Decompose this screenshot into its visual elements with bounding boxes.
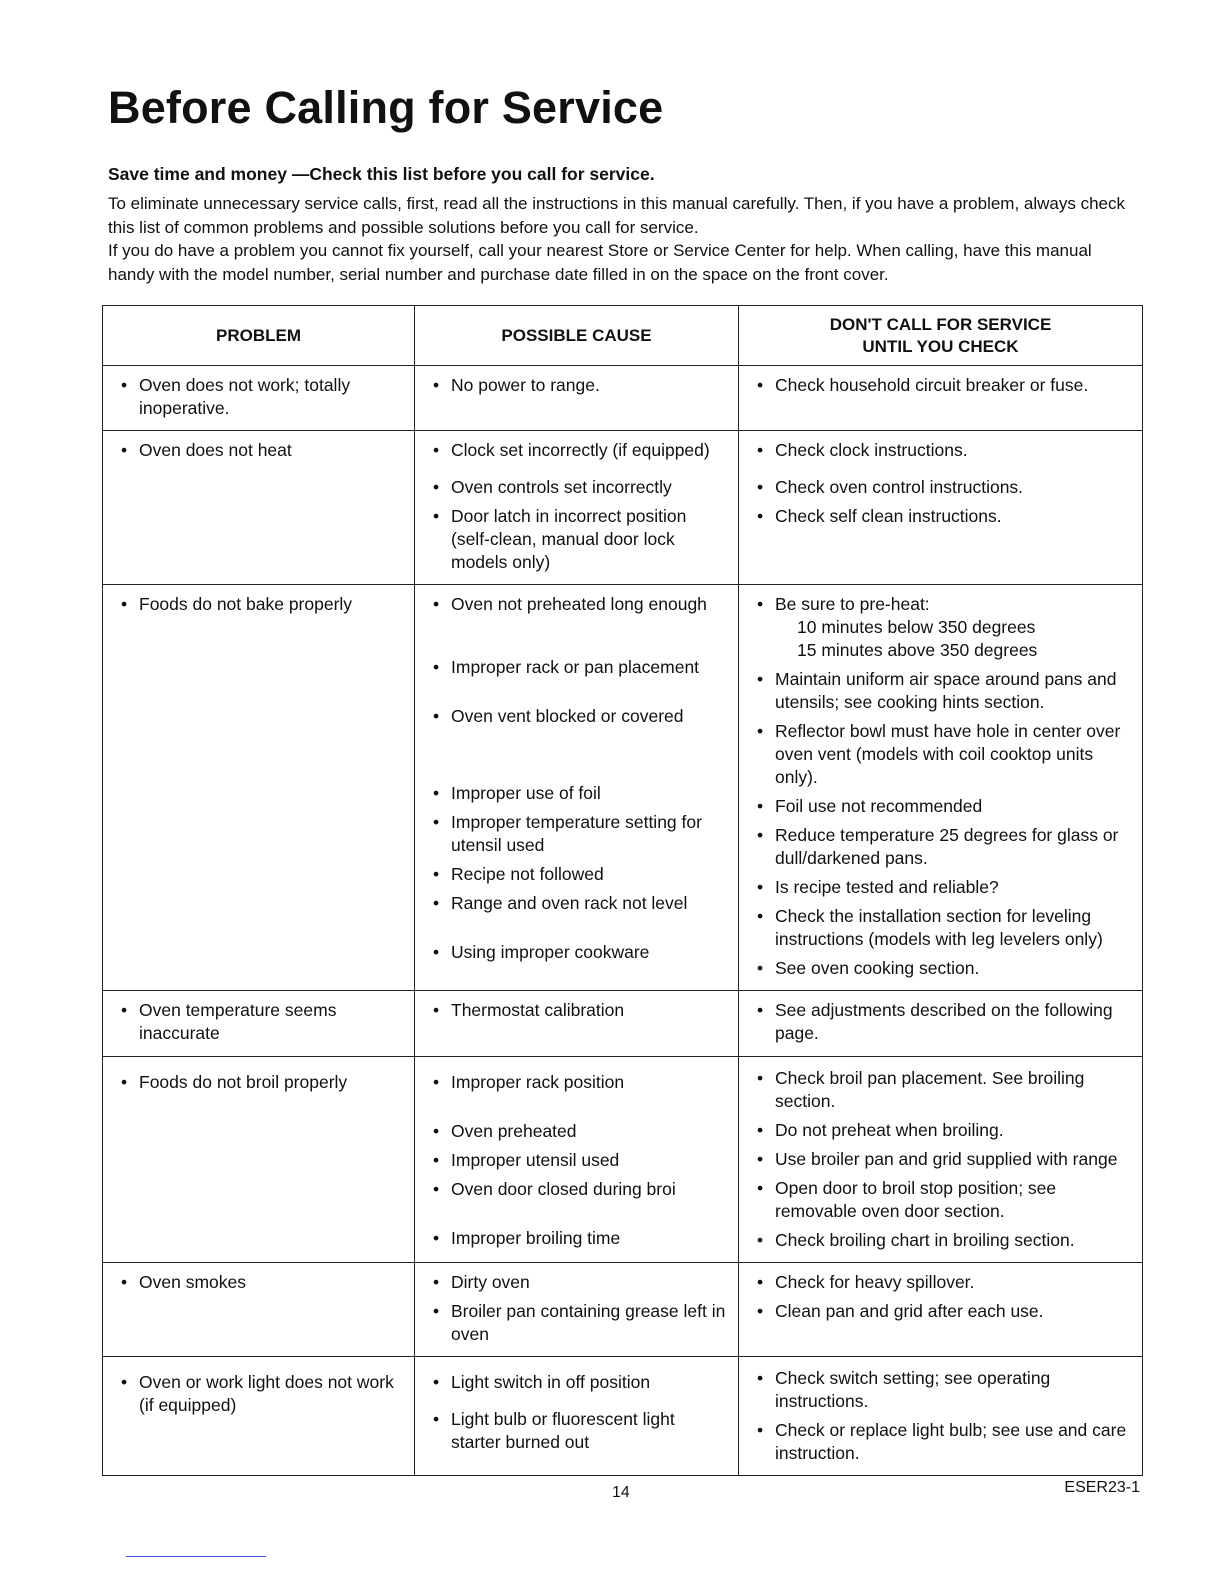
cause-item: • Oven vent blocked or covered bbox=[425, 705, 728, 728]
cause-item: • Improper temperature setting for utensil used bbox=[425, 811, 728, 857]
problem-item: • Oven does not work; totally inoperative. bbox=[113, 374, 404, 420]
cause-item: • Oven door closed during broi bbox=[425, 1178, 728, 1201]
problem-cell bbox=[103, 991, 415, 1057]
table-header-row bbox=[103, 306, 1143, 366]
check-item: • See adjustments described on the following page. bbox=[749, 999, 1132, 1045]
intro-text bbox=[108, 192, 1138, 286]
check-item: • Clean pan and grid after each use. bbox=[749, 1300, 1132, 1323]
cause-item: • Clock set incorrectly (if equipped) bbox=[425, 439, 728, 462]
preheat-time: 10 minutes below 350 degrees bbox=[797, 617, 1036, 637]
check-item: • Use broiler pan and grid supplied with range bbox=[749, 1148, 1132, 1171]
cause-item: • Door latch in incorrect position (self-clean, manual door lock models only) bbox=[425, 505, 728, 574]
check-item: • Check broiling chart in broiling section. bbox=[749, 1229, 1132, 1252]
cause-item: • Light bulb or fluorescent light starter burned out bbox=[425, 1408, 728, 1454]
cause-cell bbox=[415, 1263, 739, 1357]
check-cell bbox=[739, 1263, 1143, 1357]
page-title: Before Calling for Service bbox=[108, 82, 664, 133]
table-row bbox=[103, 585, 1143, 991]
check-cell bbox=[739, 991, 1143, 1057]
cause-item: • No power to range. bbox=[425, 374, 728, 397]
problem-item: • Oven temperature seems inaccurate bbox=[113, 999, 404, 1045]
table-row bbox=[103, 991, 1143, 1057]
cause-item: • Improper use of foil bbox=[425, 782, 728, 805]
header-check-line2: UNTIL YOU CHECK bbox=[862, 336, 1019, 356]
problem-item: • Foods do not bake properly bbox=[113, 593, 404, 616]
check-item: • Do not preheat when broiling. bbox=[749, 1119, 1132, 1142]
footer-rule bbox=[126, 1556, 266, 1557]
cause-cell bbox=[415, 991, 739, 1057]
preheat-time: 15 minutes above 350 degrees bbox=[797, 640, 1038, 660]
check-cell bbox=[739, 431, 1143, 585]
document-code: ESER23-1 bbox=[1064, 1479, 1140, 1496]
page-number: 14 bbox=[612, 1484, 630, 1501]
header-check-line1: DON'T CALL FOR SERVICE bbox=[829, 314, 1052, 334]
check-cell bbox=[739, 366, 1143, 431]
problem-cell bbox=[103, 366, 415, 431]
cause-item: • Improper rack position bbox=[425, 1071, 728, 1094]
cause-item: • Oven not preheated long enough bbox=[425, 593, 728, 616]
header-problem: PROBLEM bbox=[103, 306, 415, 366]
table-row bbox=[103, 431, 1143, 585]
cause-item: • Improper rack or pan placement bbox=[425, 656, 728, 679]
problem-item: • Foods do not broil properly bbox=[113, 1071, 404, 1094]
intro-paragraph: To eliminate unnecessary service calls, first, read all the instructions in this manual carefully. Then, if you have a problem, always check this list of common problems and possible solutions before you call for service. bbox=[108, 194, 1126, 237]
header-possible-cause: POSSIBLE CAUSE bbox=[415, 306, 739, 366]
cause-item: • Range and oven rack not level bbox=[425, 892, 728, 915]
table-row bbox=[103, 1357, 1143, 1476]
check-cell bbox=[739, 1057, 1143, 1263]
cause-item: • Broiler pan containing grease left in oven bbox=[425, 1300, 728, 1346]
cause-cell bbox=[415, 1057, 739, 1263]
cause-item: • Using improper cookware bbox=[425, 941, 728, 964]
problem-item: • Oven does not heat bbox=[113, 439, 404, 462]
cause-cell bbox=[415, 366, 739, 431]
check-cell bbox=[739, 585, 1143, 991]
cause-item: • Improper broiling time bbox=[425, 1227, 728, 1250]
check-item: • Open door to broil stop position; see removable oven door section. bbox=[749, 1177, 1132, 1223]
cause-item: • Recipe not followed bbox=[425, 863, 728, 886]
cause-item: • Dirty oven bbox=[425, 1271, 728, 1294]
problem-item: • Oven or work light does not work (if equipped) bbox=[113, 1371, 404, 1417]
problem-cell bbox=[103, 1263, 415, 1357]
table-row bbox=[103, 1263, 1143, 1357]
intro-paragraph: If you do have a problem you cannot fix yourself, call your nearest Store or Service Center for help. When calling, have this manual handy with the model number, serial number and purchase date filled in on the space on the front cover. bbox=[108, 241, 1092, 284]
cause-item: • Oven controls set incorrectly bbox=[425, 476, 728, 499]
header-check bbox=[739, 306, 1143, 366]
table-row bbox=[103, 366, 1143, 431]
check-item: • Check or replace light bulb; see use and care instruction. bbox=[749, 1419, 1132, 1465]
check-item: • Check switch setting; see operating instructions. bbox=[749, 1367, 1132, 1413]
check-item: • Check household circuit breaker or fuse. bbox=[749, 374, 1132, 397]
check-item: • Check broil pan placement. See broiling section. bbox=[749, 1067, 1132, 1113]
problem-item: • Oven smokes bbox=[113, 1271, 404, 1294]
problem-cell bbox=[103, 1057, 415, 1263]
cause-cell bbox=[415, 1357, 739, 1476]
cause-cell bbox=[415, 585, 739, 991]
check-item: • Check oven control instructions. bbox=[749, 476, 1132, 499]
check-item: • Foil use not recommended bbox=[749, 795, 1132, 818]
check-cell bbox=[739, 1357, 1143, 1476]
check-item: • Is recipe tested and reliable? bbox=[749, 876, 1132, 899]
subtitle: Save time and money —Check this list before you call for service. bbox=[108, 164, 655, 184]
check-item bbox=[749, 593, 1132, 662]
check-item: • Check for heavy spillover. bbox=[749, 1271, 1132, 1294]
troubleshooting-table bbox=[102, 305, 1143, 1476]
problem-cell bbox=[103, 1357, 415, 1476]
cause-cell bbox=[415, 431, 739, 585]
preheat-label: Be sure to pre-heat: bbox=[775, 594, 930, 614]
check-item: • Check self clean instructions. bbox=[749, 505, 1132, 528]
check-item: • Check the installation section for leveling instructions (models with leg levelers only) bbox=[749, 905, 1132, 951]
table-row bbox=[103, 1057, 1143, 1263]
cause-item: • Improper utensil used bbox=[425, 1149, 728, 1172]
check-item: • Maintain uniform air space around pans and utensils; see cooking hints section. bbox=[749, 668, 1132, 714]
check-item: • Check clock instructions. bbox=[749, 439, 1132, 462]
problem-cell bbox=[103, 431, 415, 585]
cause-item: • Light switch in off position bbox=[425, 1371, 728, 1394]
check-item: • Reflector bowl must have hole in center over oven vent (models with coil cooktop units only). bbox=[749, 720, 1132, 789]
cause-item: • Oven preheated bbox=[425, 1120, 728, 1143]
check-item: • Reduce temperature 25 degrees for glass or dull/darkened pans. bbox=[749, 824, 1132, 870]
cause-item: • Thermostat calibration bbox=[425, 999, 728, 1022]
problem-cell bbox=[103, 585, 415, 991]
check-item: • See oven cooking section. bbox=[749, 957, 1132, 980]
